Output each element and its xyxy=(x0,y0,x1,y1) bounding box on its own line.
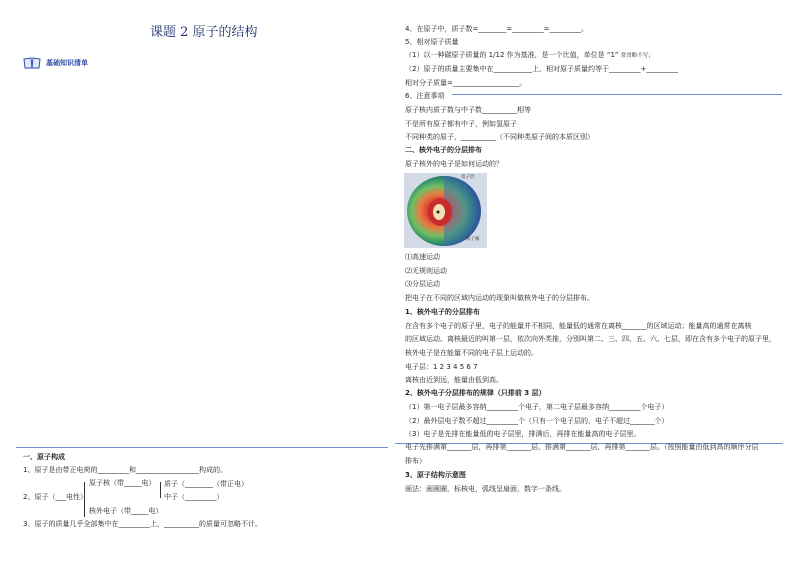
page-title: 课题 2 原子的结构 xyxy=(150,25,258,40)
motion-3: ⑶分层运动 xyxy=(405,280,440,288)
figure-label-nucleus: 原子核 xyxy=(466,237,480,242)
drawing-method: 画法：画圆圈，标核电，弧线呈扇面，数字一条线。 xyxy=(405,485,566,493)
item-5c: 相对分子质量=___________________。 xyxy=(405,79,527,87)
tree-neutron: 中子（_________） xyxy=(164,493,224,501)
rule-4a: 电子先排满第_______层，再排第_______层，排满第_______层，再排第_______层。（按照能量由低到高的顺序分层 xyxy=(405,443,759,451)
line-1: 1、原子是由带正电荷的_________和__________________构成的。 xyxy=(23,466,227,474)
para-1: 在含有多个电子的原子里，电子的能量并不相同，能量低的通常在离核_______的区域运动；能量高的通常在离核 xyxy=(405,322,752,330)
section-heading-2: 二、核外电子的分层排布 xyxy=(405,146,482,154)
tree-proton: 质子（________（带正电） xyxy=(164,480,248,488)
heading-h2: 2、核外电子分层排布的规律（只排前 3 层） xyxy=(405,389,546,397)
energy-order: 离核由近到远，能量由低到高。 xyxy=(405,376,503,384)
rule-4b: 排布） xyxy=(405,457,426,465)
shell-numbers: 电子层：1 2 3 4 5 6 7 xyxy=(405,363,478,371)
tree-brace-inner xyxy=(160,482,161,498)
item-6c: 不同种类的原子，__________（不同种类原子间的本质区别） xyxy=(405,133,594,141)
section-divider-left xyxy=(16,447,388,448)
rule-1: （1）第一电子层最多容纳_________个电子，第二电子层最多容纳_________个电子） xyxy=(405,403,669,411)
open-book-icon xyxy=(23,57,41,69)
line-3: 3、原子的质量几乎全部集中在_________上，__________的质量可忽略不计。 xyxy=(23,520,262,528)
knowledge-badge xyxy=(23,57,88,69)
rule-3: （3）电子是先排在能量低的电子层里，排满后，再排在能量高的电子层里。 xyxy=(405,430,641,438)
question: 原子核外的电子是如何运动的？ xyxy=(405,160,503,168)
badge-label: 基础知识清单 xyxy=(46,58,88,67)
section-heading-1: 一、原子构成 xyxy=(23,453,65,461)
para-3: 核外电子是在能量不同的电子层上运动的。 xyxy=(405,349,538,357)
item-5b: （2）原子的质量主要集中在___________上，相对原子质量约等于_________+_________ xyxy=(405,65,678,73)
tree-root: 2、原子（___电性） xyxy=(23,493,87,501)
para-2: 的区域运动。离核最近的叫第一层，依次向外类推，分别叫第二、三、四、五、六、七层，即在含有多个电子的原子里， xyxy=(405,335,776,343)
item-5: 5、相对原子质量 xyxy=(405,38,459,46)
rule-2: （2）最外层电子数不超过_________个（只有一个电子层的，电子不超过_______个） xyxy=(405,417,669,425)
item-5a-main: （1）以一种碳原子质量的 1/12 作为基准，是一个比值，单位是 “1” xyxy=(405,51,621,59)
tree-brace-outer xyxy=(84,482,85,517)
tree-electron: 核外电子（带_____电） xyxy=(89,507,163,515)
heading-h3: 3、原子结构示意图 xyxy=(405,471,466,479)
item-6b: 不是所有原子都有中子，例如氢原子 xyxy=(405,120,517,128)
item-6: 6、注意事项 xyxy=(405,92,445,100)
item-5a xyxy=(405,51,654,60)
item-4: 4、在原子中，质子数=________=_________=_________。 xyxy=(405,25,589,33)
item-5a-note: 常省略不写； xyxy=(620,53,654,59)
section-divider-top xyxy=(452,94,782,95)
motion-1: ⑴高速运动 xyxy=(405,253,440,261)
definition: 把电子在不同的区域内运动的现象叫做核外电子的分层排布。 xyxy=(405,294,594,302)
tree-nucleus: 原子核（带_____电） xyxy=(89,479,156,487)
motion-2: ⑵无规则运动 xyxy=(405,267,447,275)
heading-h1: 1、核外电子的分层排布 xyxy=(405,308,480,316)
figure-label-shell: 电子层 xyxy=(461,175,475,180)
item-6a: 原子核内质子数与中子数__________相等 xyxy=(405,106,531,114)
electron-cloud-figure xyxy=(404,173,487,248)
